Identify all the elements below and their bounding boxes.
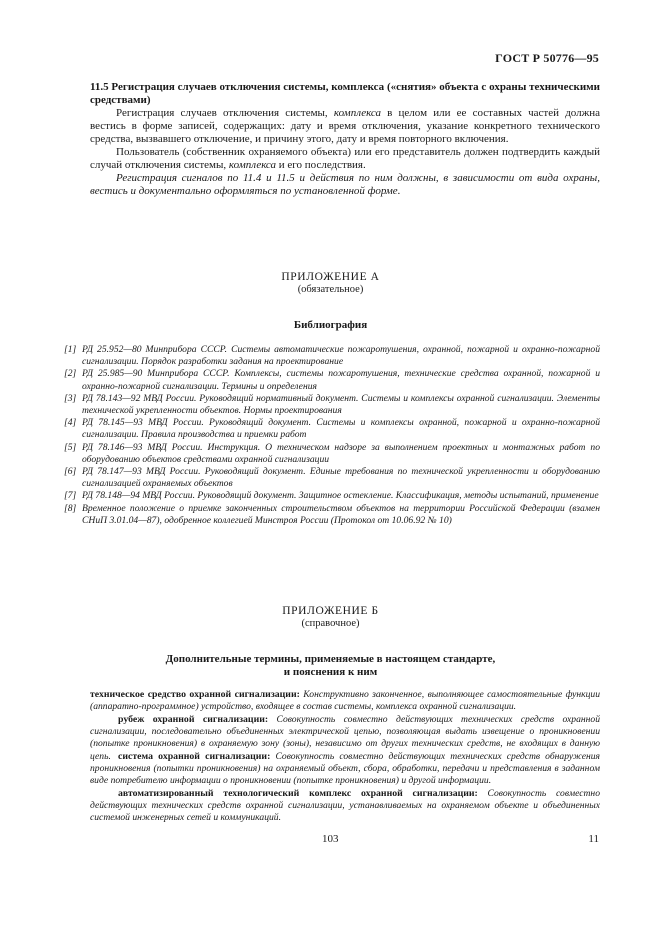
terms-heading-line-2: и пояснения к ним [283,666,378,678]
appendix-a-title: ПРИЛОЖЕНИЕ А [281,271,380,283]
bibliography-list [64,344,600,527]
bibliography-item: [6] РД 78.147—93 МВД России. Руководящий документ. Единые требования по технической укрепленности и оборудованию сигнализацией охраняемых объектов [64,466,600,490]
appendix-a-subtitle: (обязательное) [297,284,364,295]
bibliography-heading: Библиография [293,319,368,331]
bibliography-item: [4] РД 78.145—93 МВД России. Руководящий документ. Системы и комплексы охранной, пожарной и охранно-пожарной сигнализации. Правила производства и приемки работ [64,417,600,441]
bibliography-item: [2] РД 25.985—90 Минприбора СССР. Комплексы, системы пожаротушения, технические средства охранной, пожарной и охранно-пожарной сигнализации. Термины и определения [64,368,600,392]
term-entry: рубеж охранной сигнализации: Совокупность совместно действующих технических средств охранной сигнализации, последовательно объединенных электрической цепью, позволяющая выдать извещение о проникновении (попытке проникновения) в охраняемую зону (зоны), независимо от других технических средств, не входящих в данную цепь. [90,714,601,762]
bibliography-item: [5] РД 78.146—93 МВД России. Инструкция. О техническом надзоре за выполнением проектных и монтажных работ по оборудованию объектов средствами охранной сигнализации [64,441,600,465]
term-entry: автоматизированный технологический комплекс охранной сигнализации: Совокупность совместно действующих технических средств охранной сигнализации, устанавливаемых на охраняемом объекте и объединенных системой инженерных сетей и коммуникаций. [90,788,600,824]
section-paragraph-3: Регистрация сигналов по 11.4 и 11.5 и действия по ним должны, в зависимости от вида охраны, вестись и документально оформляться по установленной форме. [90,172,600,197]
page-number-right: 11 [588,833,599,845]
term-entry: техническое средство охранной сигнализации: Конструктивно законченное, выполняющее самостоятельные функции (аппаратно-программное) устройство, входящее в состав системы, комплекса охранной сигнализации. [90,689,601,713]
section-title: 11.5 Регистрация случаев отключения системы, комплекса («снятия» объекта с охраны техническими средствами) [90,81,600,106]
bibliography-item: [7] РД 78.148—94 МВД России. Руководящий документ. Защитное остекление. Классификация, методы испытаний, применение [64,490,599,502]
bibliography-item: [8] Временное положение о приемке законченных строительством объектов на территории Российской Федерации (взамен СНиП 3.01.04—87), одобренное коллегией Минстроя России (Протокол от 10.06.92 № 10) [64,502,600,526]
appendix-b-subtitle: (справочное) [301,618,360,629]
section-paragraph-1: Регистрация случаев отключения системы, комплекса в целом или ее составных частей должна вестись в форме записей, содержащих: дату и время отключения, указание конкретного технического средства, вызвавшего отключение, и причину этого, дату и время повторного включения. [90,107,601,145]
section-paragraph-2: Пользователь (собственник охраняемого объекта) или его представитель должен подтвердить каждый случай отключения системы, комплекса и его последствия. [90,146,600,171]
bibliography-item: [3] РД 78.143—92 МВД России. Руководящий нормативный документ. Системы и комплексы охранной сигнализации. Элементы технической укрепленности объектов. Нормы проектирования [64,392,600,417]
appendix-b-title: ПРИЛОЖЕНИЕ Б [282,605,379,617]
page-number-center: 103 [322,833,339,845]
term-entry: система охранной сигнализации: Совокупность совместно действующих технических средств обнаружения проникновения (попытки проникновения) на охраняемый объект, сбора, обработки, передачи и представления в заданном виде потребителю информации о проникновении (попытке проникновения) и другой информации. [90,751,600,787]
bibliography-item: [1] РД 25.952—80 Минприбора СССР. Системы автоматические пожаротушения, охранной, пожарной и охранно-пожарной сигнализации. Порядок разработки задания на проектирование [64,344,600,368]
terms-heading-line-1: Дополнительные термины, применяемые в настоящем стандарте, [165,653,496,665]
standard-header: ГОСТ Р 50776—95 [495,51,599,65]
